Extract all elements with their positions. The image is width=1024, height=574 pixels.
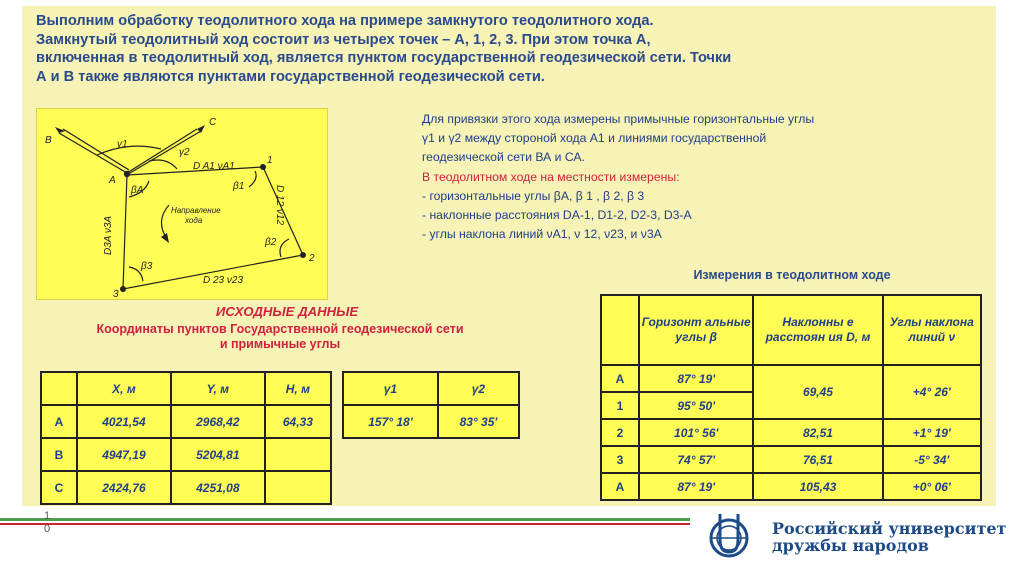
table-row: [343, 405, 519, 438]
table-header-row: [343, 372, 519, 405]
description-item: - углы наклона линий νA1, ν 12, ν23, и ν3A: [422, 227, 662, 242]
table-cell: C: [41, 471, 77, 504]
table-cell: B: [41, 438, 77, 471]
label-B: B: [45, 135, 52, 146]
d23-label: D 23 ν23: [203, 275, 244, 286]
table-header: [601, 295, 639, 365]
table-cell: +4° 26': [883, 365, 981, 419]
measurements-table: [600, 294, 982, 501]
table-cell: [265, 438, 331, 471]
page-number-digit: 1: [43, 510, 51, 522]
table-cell: 87° 19': [639, 365, 753, 392]
gamma1-label: γ1: [117, 139, 128, 150]
table-cell: 157° 18': [343, 405, 438, 438]
label-A: A: [109, 175, 116, 186]
direction-label-2: хода: [185, 216, 203, 225]
table-cell: 5204,81: [171, 438, 265, 471]
source-data-subtitle: [30, 322, 530, 352]
subtitle-line: Координаты пунктов Государственной геодезической сети: [96, 322, 464, 336]
measurements-title: Измерения в теодолитном ходе: [693, 268, 891, 282]
table-cell: 74° 57': [639, 446, 753, 473]
footer-green-line: [0, 518, 690, 521]
university-name-line: Российский университет: [772, 519, 1007, 538]
beta1-label: β1: [233, 181, 245, 192]
footer-red-line: [0, 523, 690, 525]
table-cell: 4251,08: [171, 471, 265, 504]
table-header: Горизонт альные углы β: [639, 295, 753, 365]
table-header: γ1: [343, 372, 438, 405]
table-cell: 3: [601, 446, 639, 473]
table-cell: +0° 06': [883, 473, 981, 500]
table-row: [601, 473, 981, 500]
table-header: H, м: [265, 372, 331, 405]
table-cell: 2: [601, 419, 639, 446]
gamma1-arc: [97, 146, 161, 155]
intro-text: [36, 12, 982, 86]
gamma-table: [342, 371, 520, 439]
table-header: Y, м: [171, 372, 265, 405]
table-cell: 76,51: [753, 446, 882, 473]
intro-line: включенная в теодолитный ход, является пунктом государственной геодезической сети. Точки: [36, 50, 732, 67]
table-header: X, м: [77, 372, 171, 405]
description-line: геодезической сети ВА и СА.: [422, 150, 585, 165]
description-block: [422, 110, 982, 244]
table-cell: 69,45: [753, 365, 882, 419]
traverse-diagram: [36, 108, 328, 300]
table-row: [601, 365, 981, 392]
table-cell: +1° 19': [883, 419, 981, 446]
label-3: 3: [113, 289, 119, 299]
table-cell: A: [601, 473, 639, 500]
beta2-arc: [280, 239, 289, 257]
table-cell: 4021,54: [77, 405, 171, 438]
label-C: C: [209, 117, 217, 128]
table-header: Углы наклона линий ν: [883, 295, 981, 365]
table-cell: 1: [601, 392, 639, 419]
label-1: 1: [267, 155, 273, 166]
table-header: [41, 372, 77, 405]
description-subtitle: В теодолитном ходе на местности измерены:: [422, 169, 680, 184]
table-cell: A: [41, 405, 77, 438]
table-cell: 2968,42: [171, 405, 265, 438]
page-number: [42, 510, 52, 536]
table-header: γ2: [438, 372, 519, 405]
table-cell: 87° 19': [639, 473, 753, 500]
table-row: [601, 446, 981, 473]
direction-arc: [161, 205, 169, 239]
subtitle-line: и примычные углы: [219, 337, 341, 351]
table-cell: 83° 35': [438, 405, 519, 438]
table-cell: 64,33: [265, 405, 331, 438]
table-cell: 101° 56': [639, 419, 753, 446]
table-row: [41, 471, 331, 504]
beta2-label: β2: [265, 237, 277, 248]
table-cell: 82,51: [753, 419, 882, 446]
table-header-row: [601, 295, 981, 365]
label-2: 2: [309, 253, 315, 264]
intro-line: А и В также являются пунктами государственной геодезической сети.: [36, 68, 545, 85]
university-logo-icon: [706, 510, 752, 562]
table-cell: [265, 471, 331, 504]
source-data-title: ИСХОДНЫЕ ДАННЫЕ: [215, 304, 359, 319]
table-cell: 4947,19: [77, 438, 171, 471]
slide: [22, 6, 996, 506]
line-CA-2: [130, 131, 201, 173]
coordinates-table: [40, 371, 332, 505]
university-name: [772, 520, 1006, 554]
table-cell: 95° 50': [639, 392, 753, 419]
description-item: - горизонтальные углы βA, β 1 , β 2, β 3: [422, 188, 645, 203]
description-item: - наклонные расстояния DA-1, D1-2, D2-3, D3-A: [422, 208, 692, 223]
beta3-label: β3: [141, 261, 153, 272]
side-3A: [123, 175, 127, 289]
university-name-line: дружбы народов: [772, 536, 929, 555]
description-line: Для привязки этого хода измерены примычные горизонтальные углы: [422, 112, 815, 126]
table-cell: 2424,76: [77, 471, 171, 504]
description-line: γ1 и γ2 между стороной хода А1 и линиями государственной: [422, 131, 767, 146]
table-cell: A: [601, 365, 639, 392]
gamma2-label: γ2: [179, 147, 190, 158]
betaA-label: βA: [131, 185, 144, 196]
d3A-label: D3A ν3A: [103, 215, 114, 255]
table-row: [41, 438, 331, 471]
table-row: [601, 419, 981, 446]
beta1-arc: [249, 171, 256, 187]
table-header-row: [41, 372, 331, 405]
table-row: [41, 405, 331, 438]
intro-line: Выполним обработку теодолитного хода на примере замкнутого теодолитного хода.: [36, 13, 654, 29]
d12-label: D 12 ν12: [274, 185, 285, 226]
direction-label: Направление: [171, 206, 221, 215]
dA1-label: D A1 νA1: [193, 161, 235, 172]
page-number-digit: 0: [43, 523, 51, 535]
intro-line: Замкнутый теодолитный ход состоит из четырех точек – А, 1, 2, 3. При этом точка А,: [36, 31, 651, 48]
table-cell: -5° 34': [883, 446, 981, 473]
table-header: Наклонны е расстоян ия D, м: [753, 295, 882, 365]
gamma2-arc: [149, 160, 177, 169]
table-cell: 105,43: [753, 473, 882, 500]
